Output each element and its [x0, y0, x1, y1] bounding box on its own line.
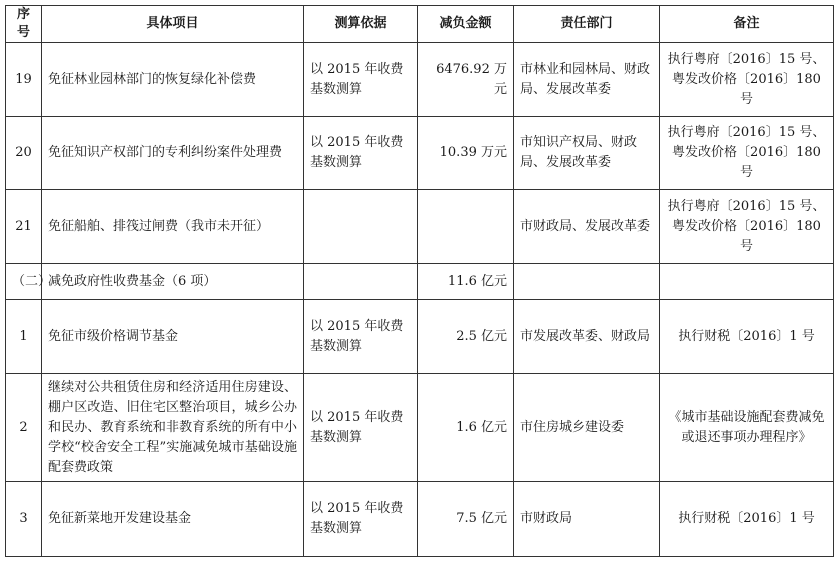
row-basis: 以 2015 年收费基数测算	[304, 300, 418, 374]
row-dept: 市知识产权局、财政局、发展改革委	[514, 117, 660, 190]
row-item: 免征船舶、排筏过闸费（我市未开征）	[42, 190, 304, 264]
section-amount: 11.6 亿元	[418, 264, 514, 300]
row-basis	[304, 190, 418, 264]
row-note: 执行粤府〔2016〕15 号、粤发改价格〔2016〕180 号	[660, 43, 834, 117]
row-dept: 市财政局	[514, 482, 660, 557]
header-dept: 责任部门	[514, 6, 660, 43]
table-row	[6, 374, 834, 482]
header-seq: 序号	[6, 6, 42, 43]
row-seq: 20	[6, 117, 42, 190]
row-basis: 以 2015 年收费基数测算	[304, 374, 418, 482]
row-note: 执行粤府〔2016〕15 号、粤发改价格〔2016〕180 号	[660, 190, 834, 264]
row-amount: 1.6 亿元	[418, 374, 514, 482]
row-dept: 市林业和园林局、财政局、发展改革委	[514, 43, 660, 117]
table-row	[6, 482, 834, 557]
row-amount: 2.5 亿元	[418, 300, 514, 374]
row-amount: 10.39 万元	[418, 117, 514, 190]
table-row	[6, 300, 834, 374]
row-seq: 21	[6, 190, 42, 264]
row-note: 执行粤府〔2016〕15 号、粤发改价格〔2016〕180 号	[660, 117, 834, 190]
row-basis	[304, 264, 418, 300]
section-title: 减免政府性收费基金（6 项）	[42, 264, 304, 300]
row-note: 执行财税〔2016〕1 号	[660, 300, 834, 374]
row-basis: 以 2015 年收费基数测算	[304, 43, 418, 117]
table-row	[6, 190, 834, 264]
row-dept	[514, 264, 660, 300]
row-item: 继续对公共租赁住房和经济适用住房建设、棚户区改造、旧住宅区整治项目，城乡公办和民办、教育系统和非教育系统的所有中小学校“校舍安全工程”实施减免城市基础设施配套费政策	[42, 374, 304, 482]
row-amount: 7.5 亿元	[418, 482, 514, 557]
row-item: 免征新菜地开发建设基金	[42, 482, 304, 557]
section-row	[6, 264, 834, 300]
row-note: 《城市基础设施配套费减免或退还事项办理程序》	[660, 374, 834, 482]
table-row	[6, 117, 834, 190]
row-amount	[418, 190, 514, 264]
row-seq: 1	[6, 300, 42, 374]
row-seq: 2	[6, 374, 42, 482]
row-dept: 市财政局、发展改革委	[514, 190, 660, 264]
table-header-row	[6, 6, 834, 43]
section-seq: （二）	[6, 264, 42, 300]
fee-reduction-table	[5, 5, 834, 557]
header-item: 具体项目	[42, 6, 304, 43]
row-basis: 以 2015 年收费基数测算	[304, 117, 418, 190]
table-row	[6, 43, 834, 117]
row-seq: 19	[6, 43, 42, 117]
row-basis: 以 2015 年收费基数测算	[304, 482, 418, 557]
header-amount: 减负金额	[418, 6, 514, 43]
header-basis: 测算依据	[304, 6, 418, 43]
row-note: 执行财税〔2016〕1 号	[660, 482, 834, 557]
row-note	[660, 264, 834, 300]
header-note: 备注	[660, 6, 834, 43]
row-item: 免征林业园林部门的恢复绿化补偿费	[42, 43, 304, 117]
row-dept: 市住房城乡建设委	[514, 374, 660, 482]
row-item: 免征知识产权部门的专利纠纷案件处理费	[42, 117, 304, 190]
row-seq: 3	[6, 482, 42, 557]
row-amount: 6476.92 万元	[418, 43, 514, 117]
row-dept: 市发展改革委、财政局	[514, 300, 660, 374]
row-item: 免征市级价格调节基金	[42, 300, 304, 374]
